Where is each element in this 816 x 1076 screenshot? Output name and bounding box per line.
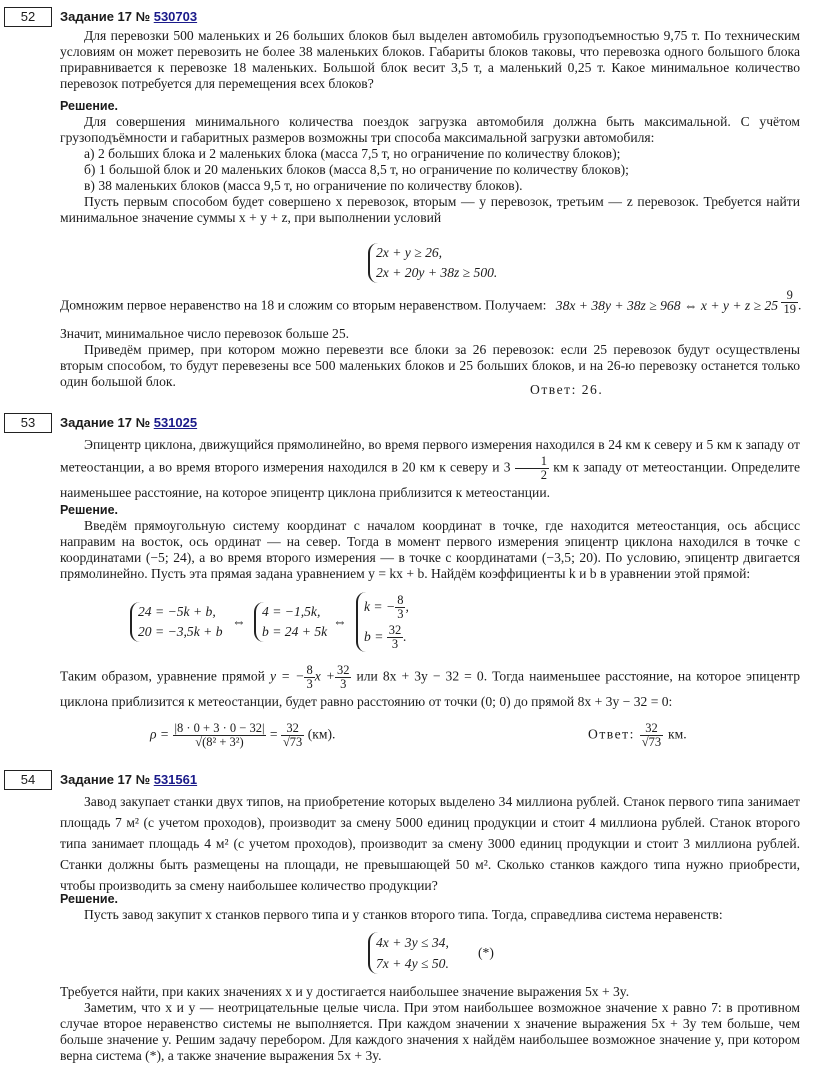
condition-text-part: Эпицентр циклона, движущийся прямолинейно, во время первого измерения находился в 24 км к северу и 5 км к западу от метеостанции, а во время второго измерения находился в 20 км к северу и 3 [60,437,800,475]
solution-block [60,502,800,582]
system-row: 20 = −3,5k + b [138,624,223,639]
answer: Ответ: 26. [530,382,604,397]
solution-label: Решение. [60,99,119,113]
option-b: б) 1 большой блок и 20 маленьких блоков (масса 8,5 т, но ограничение по количеству блоков); [84,162,629,177]
task-number-badge: 53 [4,413,52,433]
task-title [60,9,197,25]
task-id-link[interactable]: 531561 [153,772,198,787]
answer: Ответ: $\frac{32}{√73}$ км. [588,721,687,749]
solution-text: Пусть завод закупит x станков первого типа и y станков второго типа. Тогда, справедлива система неравенств: [84,907,723,922]
solution-text: Требуется найти, при каких значениях x и y достигается наибольшее значение выражения 5x + 3y. [60,984,630,999]
task-title-prefix: Задание 17 № [60,9,154,24]
task-title-prefix: Задание 17 № [60,415,154,430]
inequality-system [368,932,449,974]
solution-label: Решение. [60,892,119,906]
solution-block [60,326,800,390]
task-condition [60,791,800,896]
task-title [60,772,197,788]
solution-text: Заметим, что x и y — неотрицательные целые числа. При этом наибольшее возможное значение x равно 7: в противном случае второе неравенство системы не выполняется. При каждом значении x значение выражения 5x + 3y тем больше, чем больше значение y. Решим задачу перебором. Для каждого значения x найдём наибольшее возможное значение y, при котором верна система (*), а также значение выражения 5x + 3y. [60,1000,800,1063]
task-condition [60,28,800,92]
solution-text: Таким образом, уравнение прямой y = − $\frac{8}{3}$ x + $\frac{32}{3}$ или 8x + 3y − 32 = 0. Тогда наименьшее расстояние, на которое эпицентр циклона приблизится к метеостанции, будет равно расстоянию от точки (0; 0) до прямой 8x + 3y − 32 = 0: [60,663,800,709]
solution-block [60,984,800,1064]
task-id-link[interactable]: 530703 [153,9,198,24]
solution-label: Решение. [60,503,119,517]
system-row: b = 24 + 5k [262,624,328,639]
option-c: в) 38 маленьких блоков (масса 9,5 т, но ограничение по количеству блоков). [84,178,523,193]
equation-system [254,602,327,642]
solution-text: Домножим первое неравенство на 18 и сложим со вторым неравенством. Получаем: 38x + 38y + 38z ≥ 968 ⇔ x + y + z ≥ 25 $\frac{9}{19}$ . [60,288,802,316]
fraction: $\frac{9}{19}$ [783,288,796,316]
task-id-link[interactable]: 531025 [153,415,198,430]
solution-text-part: Домножим первое неравенство на 18 и сложим со вторым неравенством. Получаем: [60,297,547,313]
system-row: b = $\frac{32}{3}$ . [364,623,407,652]
solution-block [60,891,800,923]
task-title [60,415,197,431]
solution-text: Для совершения минимального количества поездок загрузка автомобиля должна быть максимальной. С учётом грузоподъёмности и габаритных размеров возможны три способа максимальной загрузки автомобиля: [60,114,800,145]
solution-text: Пусть первым способом будет совершено x перевозок, вторым — y перевозок, третьим — z перевозок. Требуется найти минимальное значение суммы x + y + z, при выполнении условий [60,194,800,225]
system-mark: (*) [478,945,494,960]
condition-text: Для перевозки 500 маленьких и 26 больших блоков был выделен автомобиль грузоподъемностью 9,75 т. По техническим условиям он может перевозить не более 38 маленьких блоков. Габариты блоков таковы, что перевозка одного большого блока приравнивается к перевозке 18 маленьких. Большой блок весит 3,5 т, а маленький 0,25 т. Какое минимальное количество перевозок потребуется для перемещения всех блоков? [60,28,800,91]
condition-text-part: км к западу от метеостанции. Определите наименьшее расстояние, на которое эпицентр циклона приблизится к метеостанции. [60,459,801,500]
system-row: 7x + 4y ≤ 50. [376,956,449,971]
equivalence-sign: ⇔ [333,614,347,629]
equation-system [356,592,409,652]
equivalence-sign: ⇔ [232,614,246,629]
solution-block [60,664,800,712]
task-condition [60,434,800,503]
system-row: 4x + 3y ≤ 34, [376,935,449,950]
condition-text [60,434,800,503]
option-a: а) 2 больших блока и 2 маленьких блока (масса 7,5 т, но ограничение по количеству блоков); [84,146,621,161]
system-row: 24 = −5k + b, [138,604,216,619]
distance-formula: ρ = $\frac{|8 \cdot 0 + 3 \cdot 0 - 32|}{\text{√(8² + 3²)}}$ = $\frac{32}{√73}$ (км). [150,721,336,749]
fraction: $\frac{1}{2}$ [515,455,549,482]
formula: 38x + 38y + 38z ≥ 968 ⇔ x + y + z ≥ 25 [555,297,779,313]
task-title-prefix: Задание 17 № [60,772,154,787]
system-row: k = − $\frac{8}{3}$ , [364,593,409,622]
task-number-badge: 52 [4,7,52,27]
task-number-badge: 54 [4,770,52,790]
system-row: 4 = −1,5k, [262,604,321,619]
system-row: 2x + y ≥ 26, [376,245,443,260]
solution-block [60,98,800,226]
system-row: 2x + 20y + 38z ≥ 500. [376,265,498,280]
inequality-system [368,243,497,283]
solution-text: Приведём пример, при котором можно перевезти все блоки за 26 перевозок: если 25 перевозок будут осуществлены вторым способом, то будут перевезены все 500 маленьких блоков и 25 больших блоков, и на 26-ю перевозку останется только один большой блок. [60,342,800,389]
solution-text: Значит, минимальное число перевозок больше 25. [60,326,350,341]
condition-text: Завод закупает станки двух типов, на приобретение которых выделено 34 миллиона рублей. Станок первого типа занимает площадь 7 м² (с учетом проходов), производит за смену 5000 единиц продукции и стоит 4 миллиона рублей. Станок второго типа занимает площадь 4 м² (с учетом проходов), производит за смену 3000 единиц продукции и стоит 3 миллиона рублей. Станки должны быть размещены на площади, не превышающей 50 м². Сколько станков каждого типа нужно приобрести, чтобы производить за смену наибольшее количество продукции? [60,794,800,893]
solution-text: Введём прямоугольную систему координат с началом координат в точке, где находится метеостанция, ось абсцисс направим на восток, ось ординат — на север. Тогда в момент первого измерения эпицентр циклона находился в точке с координатами (−5; 24), а во время второго измерения — в точке с координатами (−3,5; 20). По условию, эпицентр двигается прямолинейно. Пусть эта прямая задана уравнением y = kx + b. Найдём коэффициенты k и b в уравнении этой прямой: [60,518,800,581]
equation-system [130,602,223,642]
